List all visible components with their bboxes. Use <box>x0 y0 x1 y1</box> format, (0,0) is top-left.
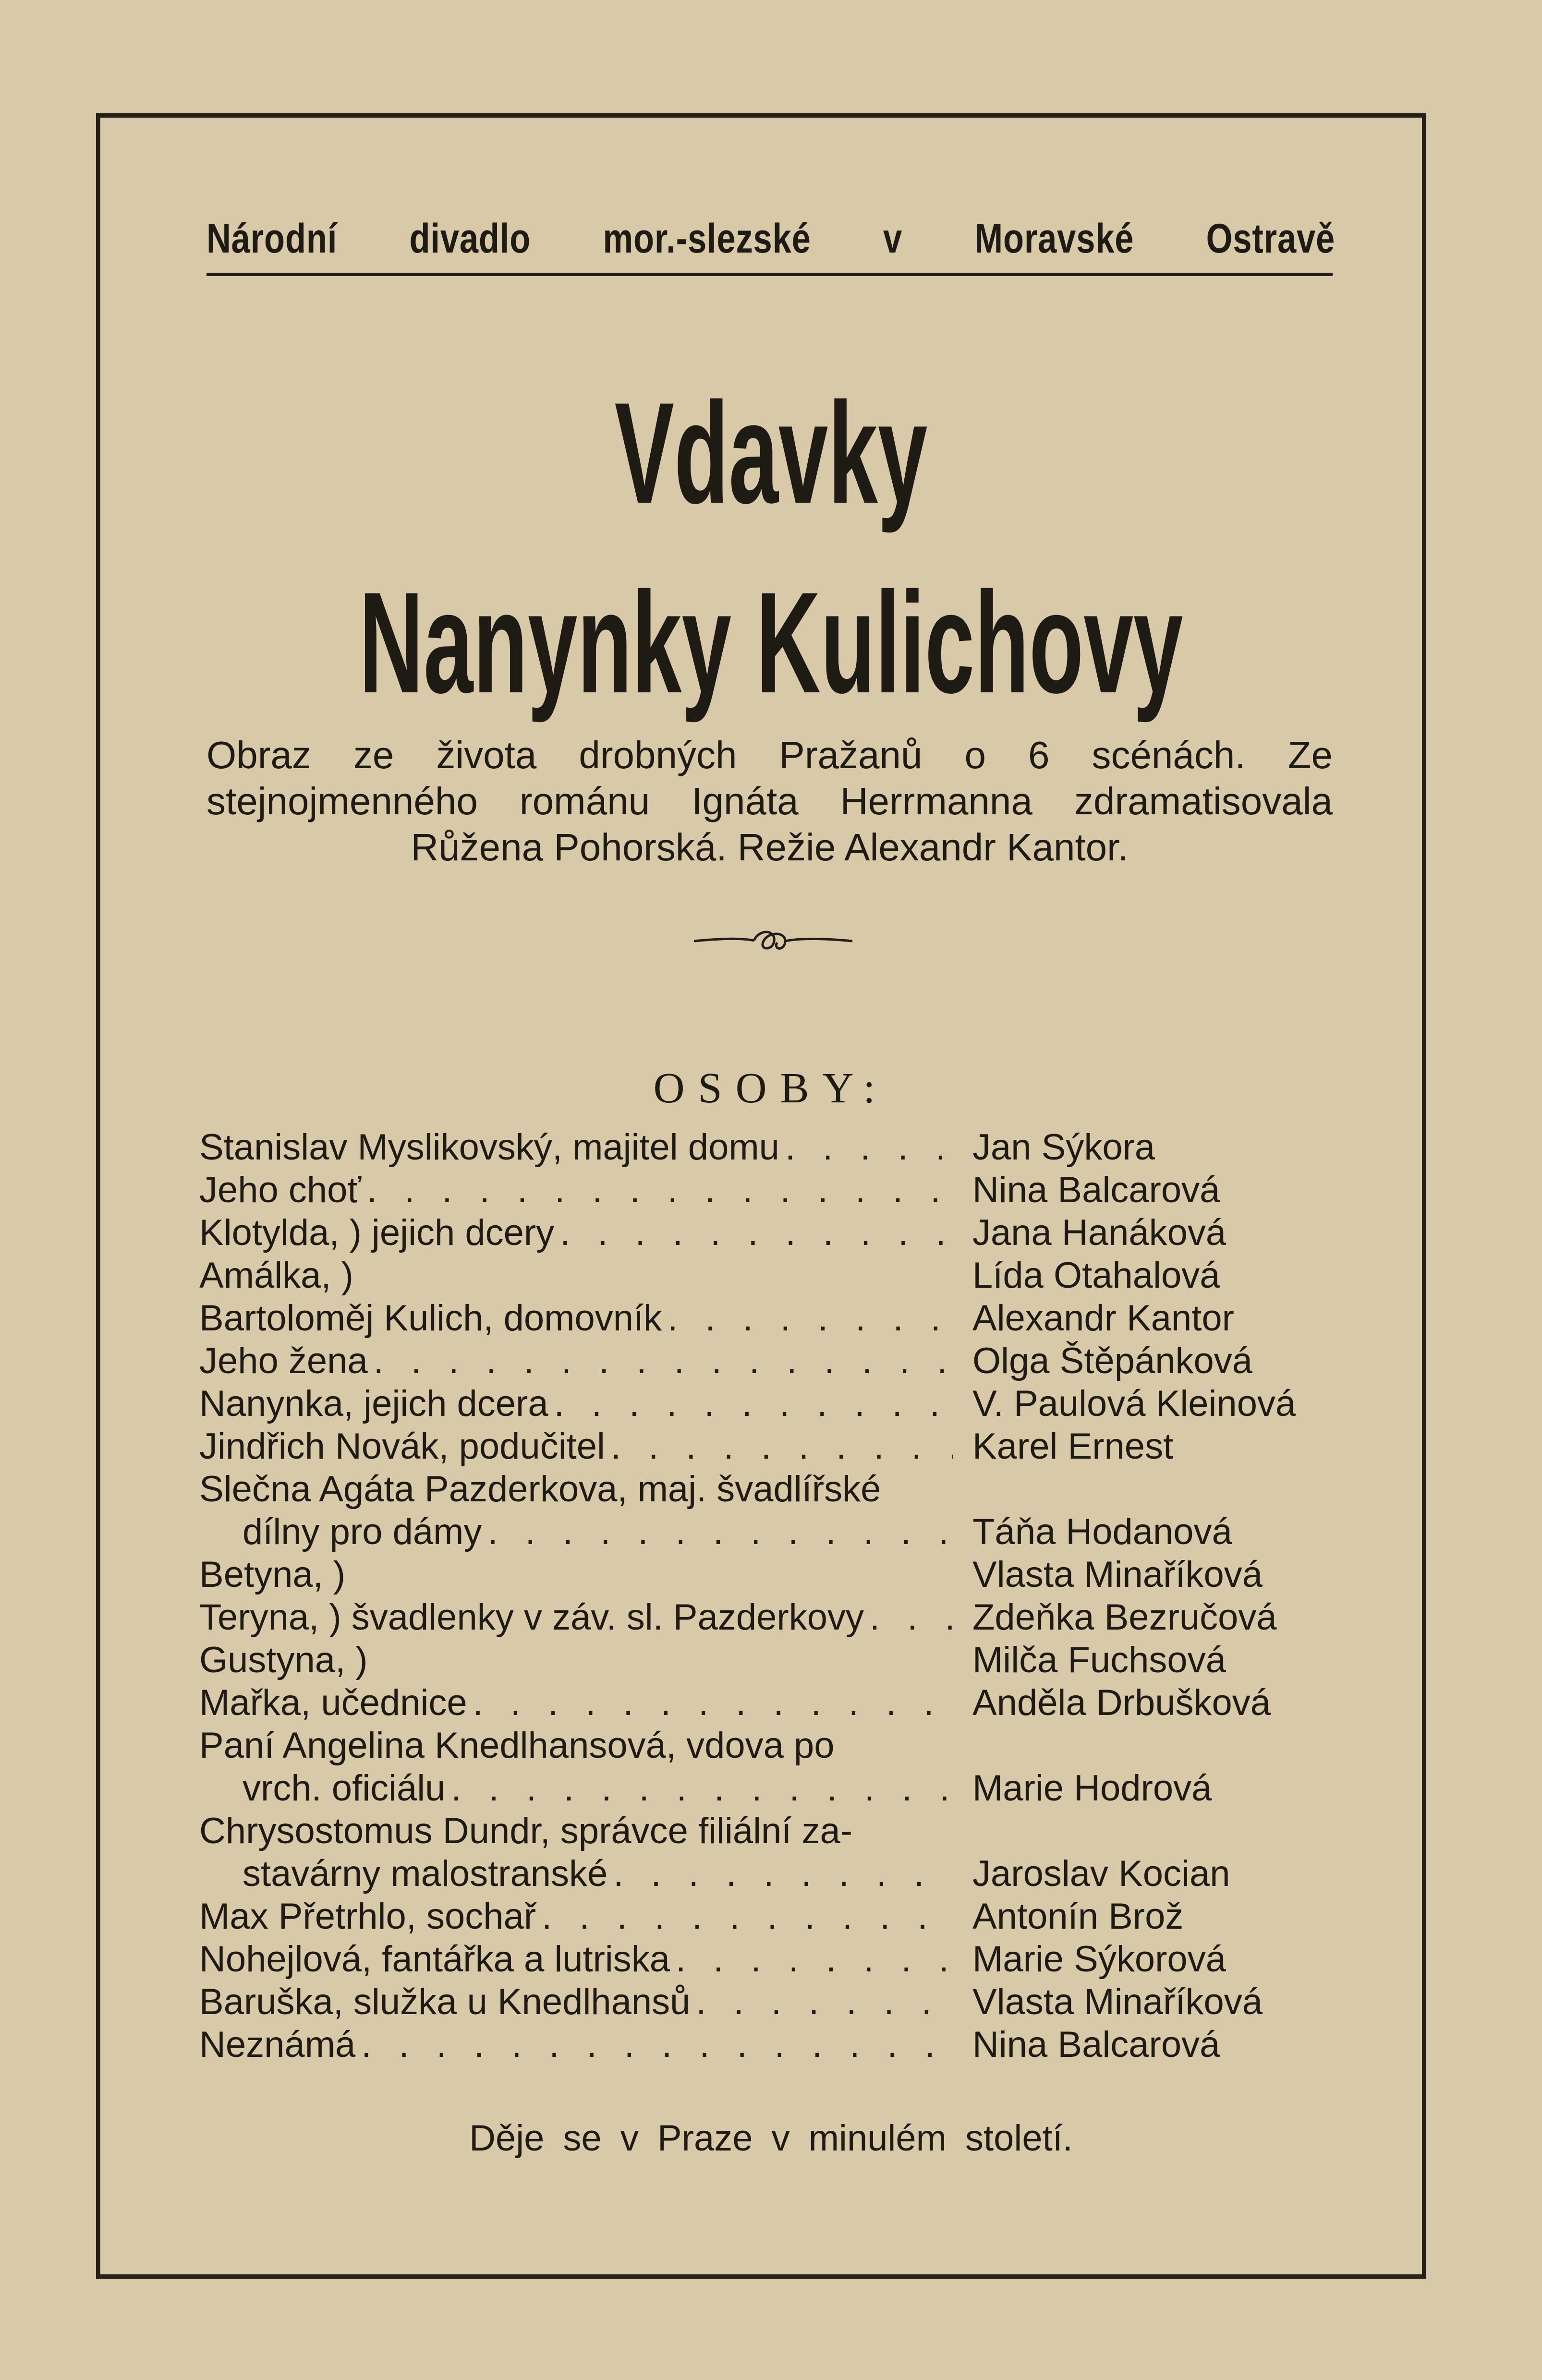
actor-name: Anděla Drbušková <box>972 1682 1271 1723</box>
leader-dots <box>353 1254 953 1297</box>
cast-row <box>199 1126 1352 1169</box>
cast-row <box>199 1211 1352 1254</box>
cast-row <box>199 1981 1352 2023</box>
leader-dots <box>690 1981 953 2023</box>
role-cell <box>199 1938 953 1981</box>
actor-name <box>953 1810 972 1852</box>
role-cell <box>199 1639 953 1681</box>
cast-row <box>199 1425 1352 1468</box>
role-name: Jindřich Novák, podučitel <box>199 1426 605 1467</box>
role-cell <box>199 1382 953 1425</box>
leader-dots <box>605 1425 953 1468</box>
cast-heading: OSOBY: <box>653 1064 889 1112</box>
leader-dots <box>361 1169 953 1211</box>
actor-name: Nina Balcarová <box>972 1170 1220 1210</box>
role-cell <box>199 1254 953 1297</box>
leader-dots <box>536 1895 953 1938</box>
leader-dots <box>368 1639 953 1681</box>
leader-dots <box>835 1724 953 1767</box>
cast-row <box>199 1382 1352 1425</box>
role-name: Nanynka, jejich dcera <box>199 1383 548 1424</box>
role-name: Neznámá <box>199 2024 356 2065</box>
actor-name: Vlasta Minaříková <box>972 1981 1263 2022</box>
role-cell <box>199 1340 953 1382</box>
role-name: Max Přetrhlo, sochař <box>199 1896 536 1937</box>
role-name: stavárny malostranské <box>243 1853 608 1894</box>
cast-row <box>199 1810 1352 1852</box>
header-word: mor.-slezské <box>603 216 811 262</box>
role-cell <box>199 1767 953 1810</box>
header-word: divadlo <box>409 216 531 262</box>
cast-row <box>199 1681 1352 1724</box>
setting-note: Děje se v Praze v minulém století. <box>469 2118 1073 2159</box>
role-cell <box>199 1510 953 1553</box>
role-cell <box>199 1126 953 1169</box>
play-description: Obraz ze života drobných Pražanů o 6 scénách. Ze stejnojmenného románu Ignáta Herrmanna zdramatisovala Růžena Pohorská. Režie Alexandr Kantor. <box>206 734 1333 869</box>
header-word: Moravské <box>974 216 1134 262</box>
role-cell <box>199 1810 953 1852</box>
actor-name: Milča Fuchsová <box>972 1640 1226 1680</box>
actor-name: V. Paulová Kleinová <box>972 1383 1296 1424</box>
role-name: Mařka, učednice <box>199 1682 467 1723</box>
cast-row <box>199 1767 1352 1810</box>
actor-name: Karel Ernest <box>972 1426 1174 1467</box>
leader-dots <box>467 1681 953 1724</box>
header-word: v <box>883 216 903 262</box>
cast-row <box>199 1254 1352 1297</box>
role-cell <box>199 1169 953 1211</box>
role-cell <box>199 1211 953 1254</box>
cast-row <box>199 1510 1352 1553</box>
cast-row <box>199 1297 1352 1340</box>
actor-name: Alexandr Kantor <box>972 1298 1234 1339</box>
header-word: Ostravě <box>1206 216 1336 262</box>
cast-row <box>199 1596 1352 1639</box>
actor-name: Antonín Brož <box>972 1896 1184 1937</box>
leader-dots <box>881 1468 953 1510</box>
actor-name: Vlasta Minaříková <box>972 1554 1263 1595</box>
actor-name <box>953 1468 972 1510</box>
actor-name: Olga Štěpánková <box>972 1341 1253 1381</box>
role-cell <box>199 1425 953 1468</box>
actor-name: Jana Hanáková <box>972 1212 1226 1253</box>
role-name: dílny pro dámy <box>243 1511 482 1552</box>
cast-row <box>199 1938 1352 1981</box>
header-underline <box>206 273 1333 276</box>
role-name: Chrysostomus Dundr, správce filiální za- <box>199 1811 853 1851</box>
actor-name: Jan Sýkora <box>972 1127 1155 1168</box>
actor-name: Nina Balcarová <box>972 2024 1220 2065</box>
role-name: Bartoloměj Kulich, domovník <box>199 1298 662 1339</box>
leader-dots <box>662 1297 953 1340</box>
title-line-2: Nanynky Kulichovy <box>359 562 1183 723</box>
title-line-1: Vdavky <box>614 372 928 533</box>
leader-dots <box>670 1938 953 1981</box>
role-name: Stanislav Myslikovský, majitel domu <box>199 1127 779 1168</box>
role-cell <box>199 1981 953 2023</box>
role-cell <box>199 1297 953 1340</box>
actor-name: Zdeňka Bezručová <box>972 1597 1277 1638</box>
role-cell <box>199 2023 953 2066</box>
role-name: Jeho žena <box>199 1341 368 1381</box>
role-name: Teryna, ) švadlenky v záv. sl. Pazderkovy <box>199 1597 864 1638</box>
role-cell <box>199 1468 953 1510</box>
role-name: Amálka, ) <box>199 1255 353 1296</box>
theatre-header <box>206 215 1335 263</box>
role-cell <box>199 1724 953 1767</box>
actor-name: Táňa Hodanová <box>972 1511 1232 1552</box>
cast-list <box>199 1126 1352 2066</box>
role-name: Jeho choť <box>199 1170 361 1210</box>
role-cell <box>199 1852 953 1895</box>
role-cell <box>199 1596 953 1639</box>
leader-dots <box>554 1211 953 1254</box>
leader-dots <box>607 1852 953 1895</box>
cast-row <box>199 2023 1352 2066</box>
leader-dots <box>864 1596 953 1639</box>
actor-name <box>953 1724 972 1767</box>
actor-name: Marie Hodrová <box>972 1768 1212 1809</box>
role-cell <box>199 1553 953 1596</box>
actor-name: Jaroslav Kocian <box>972 1853 1230 1894</box>
role-cell <box>199 1681 953 1724</box>
role-name: Baruška, služka u Knedlhansů <box>199 1981 691 2022</box>
role-name: Paní Angelina Knedlhansová, vdova po <box>199 1725 835 1766</box>
leader-dots <box>852 1810 953 1852</box>
cast-row <box>199 1852 1352 1895</box>
actor-name: Marie Sýkorová <box>972 1939 1226 1980</box>
flourish-ornament-icon <box>692 924 855 958</box>
role-name: Slečna Agáta Pazderkova, maj. švadlířské <box>199 1469 881 1510</box>
leader-dots <box>368 1340 953 1382</box>
cast-row <box>199 1895 1352 1938</box>
role-name: Klotylda, ) jejich dcery <box>199 1212 555 1253</box>
cast-row <box>199 1553 1352 1596</box>
cast-row <box>199 1724 1352 1767</box>
cast-row <box>199 1468 1352 1510</box>
cast-row <box>199 1340 1352 1382</box>
role-cell <box>199 1895 953 1938</box>
header-word: Národní <box>206 216 338 262</box>
leader-dots <box>548 1382 953 1425</box>
leader-dots <box>445 1767 953 1810</box>
leader-dots <box>355 2023 953 2066</box>
cast-row <box>199 1169 1352 1211</box>
actor-name: Lída Otahalová <box>972 1255 1220 1296</box>
leader-dots <box>779 1126 953 1169</box>
role-name: Nohejlová, fantářka a lutriska <box>199 1939 670 1980</box>
leader-dots <box>345 1553 953 1596</box>
leader-dots <box>482 1510 953 1553</box>
cast-row <box>199 1639 1352 1681</box>
role-name: Betyna, ) <box>199 1554 346 1595</box>
role-name: Gustyna, ) <box>199 1640 368 1680</box>
role-name: vrch. oficiálu <box>243 1768 446 1809</box>
